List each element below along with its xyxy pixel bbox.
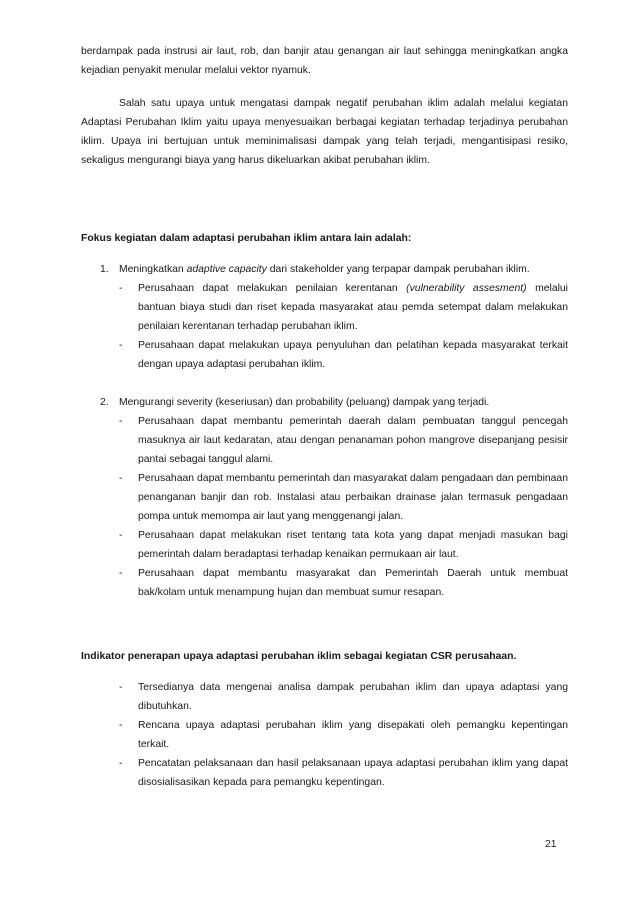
focus-item-1: [81, 260, 568, 279]
focus-item-2-sub-2: [81, 469, 568, 526]
dash-bullet: -: [119, 473, 123, 484]
italic-term: (vulnerability assesment): [406, 283, 527, 294]
text-segment: Perusahaan dapat melakukan upaya penyuluhan dan pelatihan kepada masyarakat terkait dengan upaya adaptasi perubahan iklim.: [138, 340, 568, 370]
text-segment: Meningkatkan: [119, 264, 187, 275]
intro-paragraph-1: berdampak pada instrusi air laut, rob, dan banjir atau genangan air laut sehingga meningkatkan angka kejadian penyakit menular melalui vektor nyamuk.: [81, 46, 568, 76]
focus-item-2-text: Mengurangi severity (keseriusan) dan probability (peluang) dampak yang terjadi.: [119, 397, 490, 408]
text-segment: Rencana upaya adaptasi perubahan iklim yang disepakati oleh pemangku kepentingan terkait.: [138, 720, 568, 750]
text-segment: Tersedianya data mengenai analisa dampak perubahan iklim dan upaya adaptasi yang dibutuhkan.: [138, 682, 568, 712]
dash-bullet: -: [119, 340, 123, 351]
text-segment: Perusahaan dapat membantu pemerintah daerah dalam pembuatan tanggul pencegah masuknya air laut kedaratan, atau dengan penanaman pohon mangrove disepanjang pesisir pantai sebagai tanggul alami.: [138, 416, 568, 465]
item-number: 2.: [100, 397, 109, 408]
dash-bullet: -: [119, 416, 123, 427]
dash-bullet: -: [119, 758, 123, 769]
intro-paragraph-2: Salah satu upaya untuk mengatasi dampak negatif perubahan iklim adalah melalui kegiatan Adaptasi Perubahan Iklim yaitu upaya menyesuaikan berbagai kegiatan terhadap terjadinya perubahan iklim. Upaya ini bertujuan untuk meminimalisasi dampak yang telah terjadi, mengantisipasi resiko, sekaligus mengurangi biaya yang harus dikeluarkan akibat perubahan iklim.: [81, 98, 568, 166]
text-segment: dari stakeholder yang terpapar dampak perubahan iklim.: [266, 264, 530, 275]
focus-item-1-sub-1: [81, 279, 568, 336]
italic-term: adaptive capacity: [186, 264, 267, 275]
text-segment: Perusahaan dapat membantu masyarakat dan Pemerintah Daerah untuk membuat bak/kolam untuk menampung hujan dan membuat sumur resapan.: [138, 568, 568, 598]
focus-item-2-sub-1: [81, 412, 568, 469]
indicator-section: [81, 647, 568, 792]
indicator-item-1: [81, 678, 568, 716]
focus-item-1-text: [119, 260, 568, 279]
text-segment: Perusahaan dapat melakukan penilaian kerentanan: [138, 283, 407, 294]
page-number: 21: [545, 839, 557, 850]
intro-section: [81, 42, 568, 170]
dash-bullet: -: [119, 720, 123, 731]
indicator-heading: Indikator penerapan upaya adaptasi perubahan iklim sebagai kegiatan CSR perusahaan.: [81, 651, 517, 662]
focus-heading: Fokus kegiatan dalam adaptasi perubahan iklim antara lain adalah:: [81, 233, 412, 244]
dash-bullet: -: [119, 568, 123, 579]
focus-item-2-sub-4: [81, 564, 568, 602]
text-segment: Perusahaan dapat membantu pemerintah dan masyarakat dalam pengadaan dan pembinaan penanganan banjir dan rob. Instalasi atau perbaikan drainase jalan termasuk pengadaan pompa untuk memompa air laut yang menggenangi jalan.: [138, 473, 568, 522]
indicator-item-2: [81, 716, 568, 754]
dash-bullet: -: [119, 530, 123, 541]
focus-section: [81, 229, 568, 602]
dash-bullet: -: [119, 283, 123, 294]
item-number: 1.: [100, 264, 109, 275]
text-segment: Perusahaan dapat melakukan riset tentang tata kota yang dapat menjadi masukan bagi pemerintah dalam beradaptasi terhadap kenaikan permukaan air laut.: [138, 530, 568, 560]
text-segment: Pencatatan pelaksanaan dan hasil pelaksanaan upaya adaptasi perubahan iklim yang dapat disosialisasikan kepada para pemangku kepentingan.: [138, 758, 568, 788]
text-segment: melalui bantuan biaya studi dan riset kepada masyarakat atau pemda setempat dalam melakukan penilaian kerentanan terhadap perubahan iklim.: [138, 283, 568, 332]
dash-bullet: -: [119, 682, 123, 693]
focus-item-2-sub-3: [81, 526, 568, 564]
focus-item-1-sub-2: [81, 336, 568, 374]
indicator-item-3: [81, 754, 568, 792]
focus-item-2: [81, 393, 568, 412]
